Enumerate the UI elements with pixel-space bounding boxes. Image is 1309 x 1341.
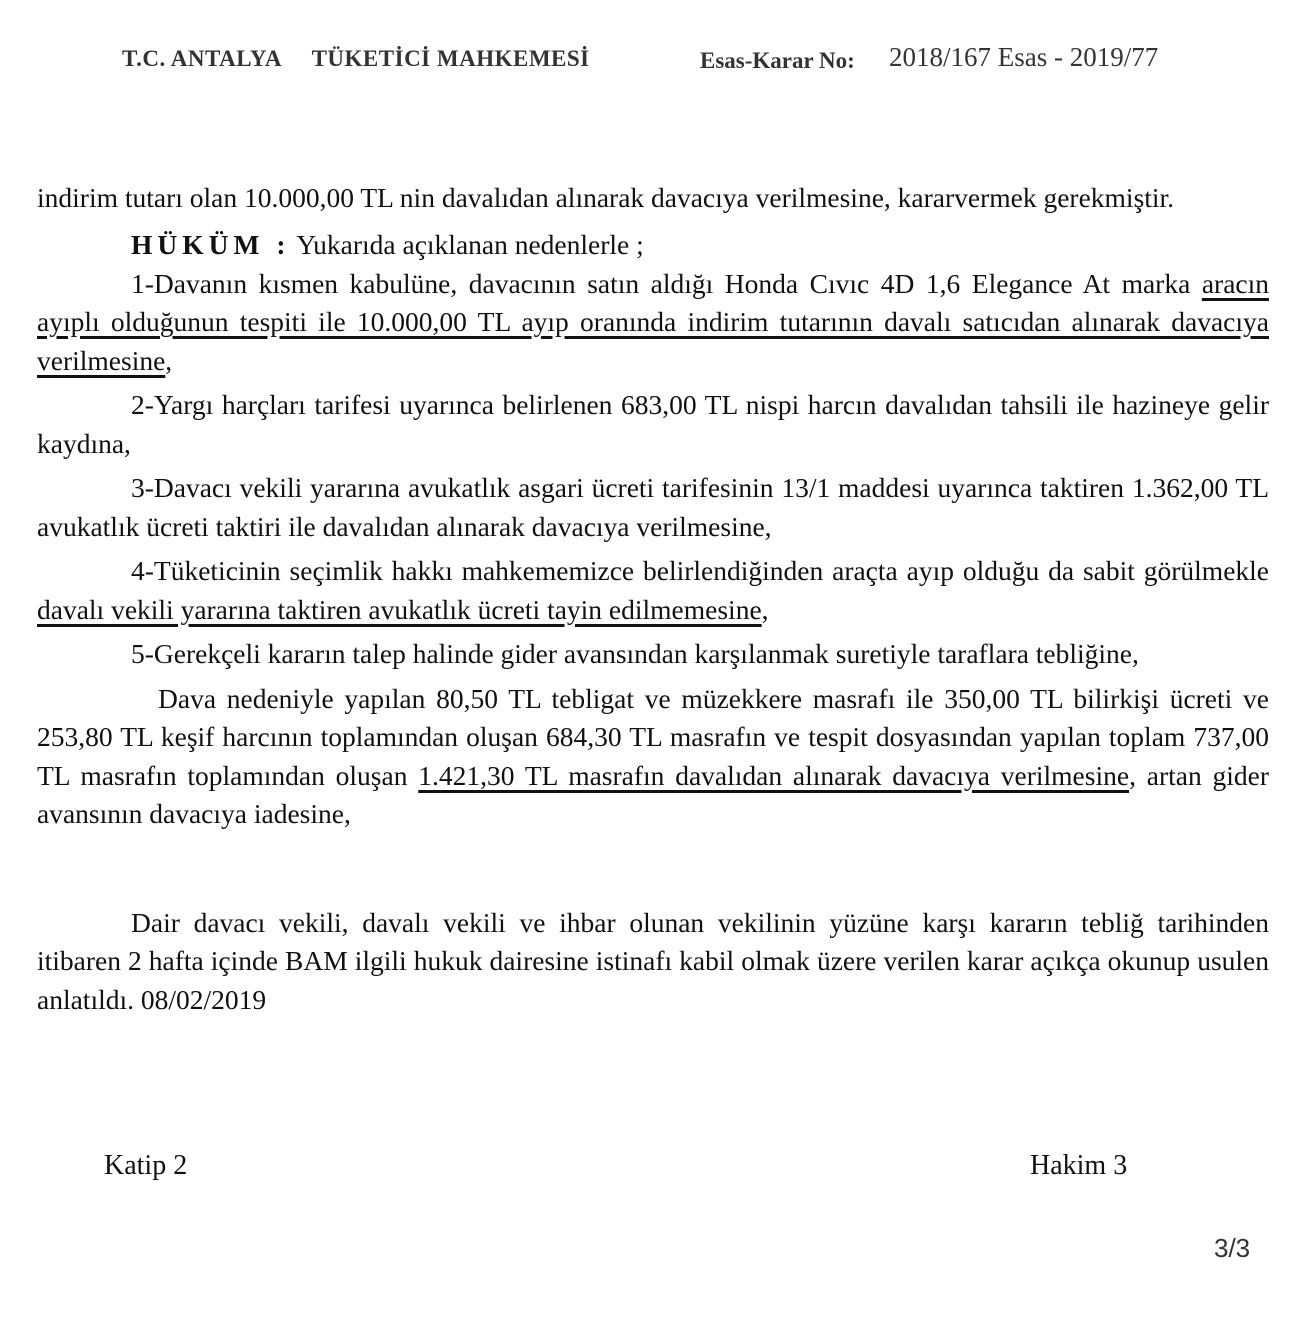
hukum-heading: HÜKÜM :: [131, 229, 291, 260]
item1-trailing: ,: [165, 344, 173, 376]
costs-trailing: , artan gider avansının davacıya iadesine,: [37, 759, 1270, 829]
hukum-paragraph: [37, 226, 1269, 265]
court-name: T.C. ANTALYA TÜKETİCİ MAHKEMESİ: [122, 46, 590, 71]
item1-underlined-text: aracın ayıplı olduğunun tespiti ile 10.000,00 TL ayıp oranında indirim tutarının davalı satıcıdan alınarak davacıya verilmesine: [37, 267, 1269, 376]
item4-underlined-text: davalı vekili yararına taktiren avukatlık ücreti tayin edilmemesine: [37, 593, 762, 625]
document-header: [0, 42, 1309, 82]
intro-paragraph: indirim tutarı olan 10.000,00 TL nin davalıdan alınarak davacıya verilmesine, kararvermek gerekmiştir.: [37, 182, 1175, 213]
page-number: 3/3: [1214, 1233, 1251, 1263]
costs-text: Dava nedeniyle yapılan 80,50 TL tebligat ve müzekkere masrafı ile 350,00 TL bilirkişi ücreti ve 253,80 TL keşif harcının toplamından oluşan 684,30 TL masrafın ve tespit dosyasından yapılan toplam 737,00 TL masrafın toplamından oluşan: [37, 682, 1269, 791]
item4-trailing: ,: [761, 593, 769, 625]
verdict-item-4: [37, 552, 1269, 629]
esas-karar-label: Esas-Karar No:: [700, 48, 855, 73]
closing-paragraph: Dair davacı vekili, davalı vekili ve ihbar olunan vekilinin yüzüne karşı kararın tebliğ tarihinden itibaren 2 hafta içinde BAM ilgili hukuk dairesine istinafı kabil olmak üzere verilen karar açıkça okunup usulen anlatıldı. 08/02/2019: [37, 906, 1269, 1015]
verdict-item-3: 3-Davacı vekili yararına avukatlık asgari ücreti tarifesinin 13/1 maddesi uyarınca taktiren 1.362,00 TL avukatlık ücreti taktiri ile davalıdan alınarak davacıya verilmesine,: [37, 472, 1269, 542]
item1-text: 1-Davanın kısmen kabulüne, davacının satın aldığı Honda Cıvıc 4D 1,6 Elegance At marka: [131, 267, 1202, 299]
clerk-signature: Katip 2: [104, 1150, 188, 1181]
judge-signature: Hakim 3: [1030, 1150, 1128, 1181]
signature-block: [0, 1150, 1309, 1190]
costs-underlined-text: 1.421,30 TL masrafın davalıdan alınarak davacıya verilmesine: [418, 759, 1130, 791]
verdict-item-1: [37, 265, 1269, 381]
hukum-text: Yukarıda açıklanan nedenlerle ;: [290, 229, 644, 260]
verdict-item-2: 2-Yargı harçları tarifesi uyarınca belirlenen 683,00 TL nispi harcın davalıdan tahsili ile hazineye gelir kaydına,: [37, 389, 1269, 459]
document-body: [37, 182, 1269, 1019]
item4-text: 4-Tüketicinin seçimlik hakkı mahkememizce belirlendiğinden araçta ayıp olduğu da sabit görülmekle: [131, 555, 1269, 586]
costs-paragraph: [37, 680, 1269, 834]
esas-karar-number: 2018/167 Esas - 2019/77: [889, 42, 1159, 72]
verdict-item-5: 5-Gerekçeli kararın talep halinde gider avansından karşılanmak suretiyle taraflara tebliğine,: [131, 638, 1139, 669]
